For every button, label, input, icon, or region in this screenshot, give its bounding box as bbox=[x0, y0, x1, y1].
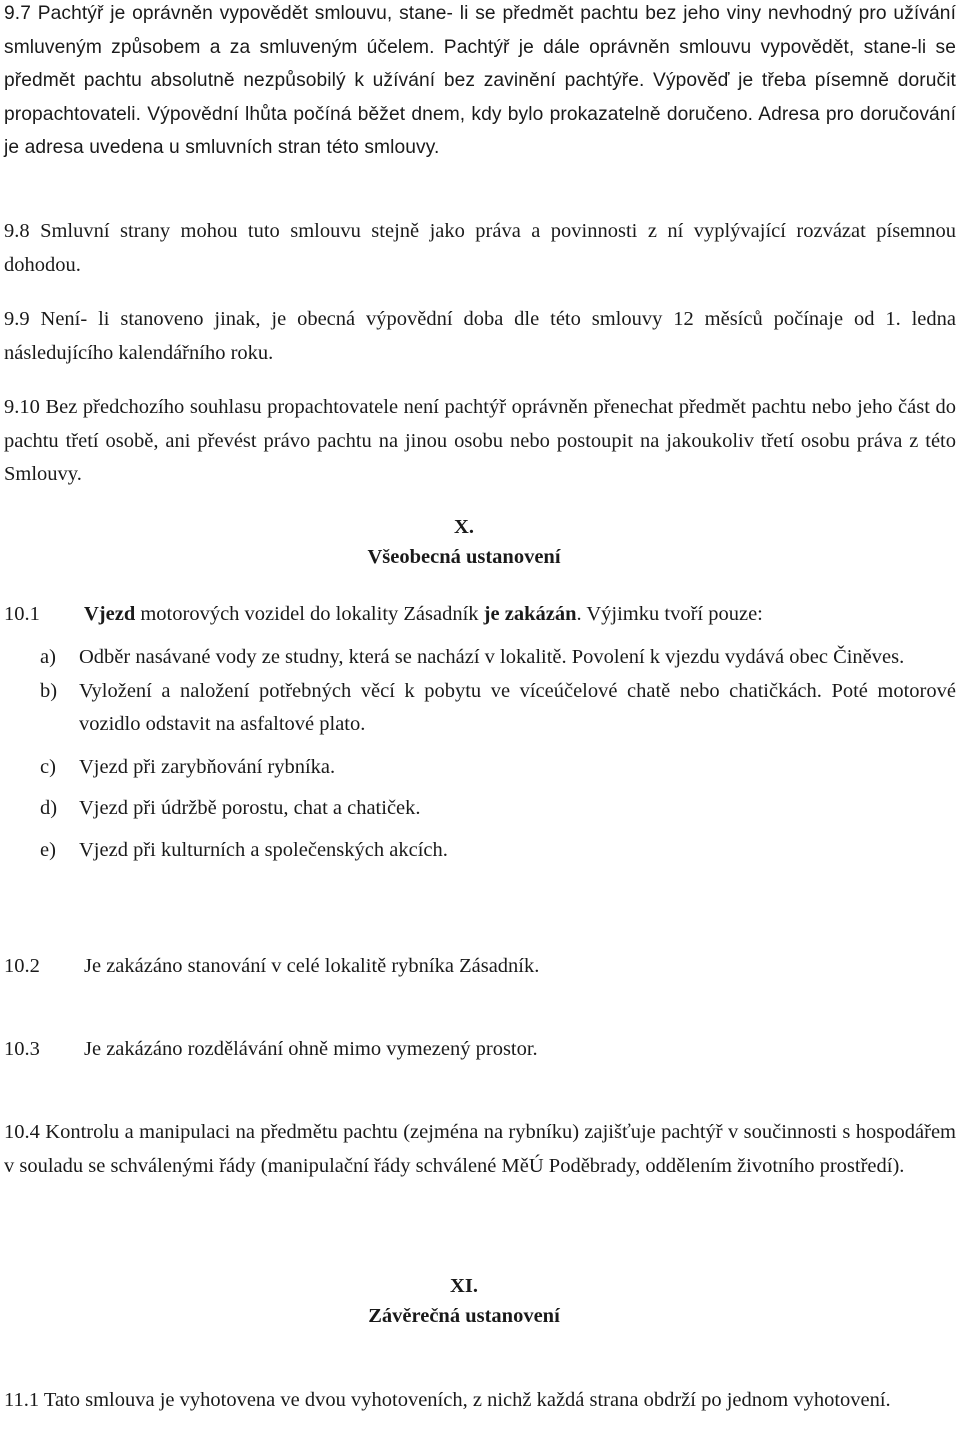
paragraph-9-7: 9.7 Pachtýř je oprávněn vypovědět smlouvu, stane- li se předmět pachtu bez jeho viny nevhodný pro užívání smluveným způsobem a za smluveným účelem. Pachtýř je dále oprávněn smlouvu vypovědět, stane-li se předmět pachtu absolutně nezpůsobilý k užívání bez zavinění pachtýře. Výpověď je třeba písemně doručit propachtovateli. Výpovědní lhůta počíná běžet dnem, kdy bylo prokazatelně doručeno. Adresa pro doručování je adresa uvedena u smluvních stran této smlouvy. bbox=[4, 3, 956, 158]
paragraph-9-9: 9.9 Není- li stanoveno jinak, je obecná výpovědní doba dle této smlouvy 12 měsíců počínaje od 1. ledna následujícího kalendářního roku. bbox=[4, 308, 956, 364]
list-item bbox=[4, 675, 956, 742]
paragraph-9-8: 9.8 Smluvní strany mohou tuto smlouvu stejně jako práva a povinnosti z ní vyplývající rozvázat písemnou dohodou. bbox=[4, 220, 956, 276]
list-item-letter: e) bbox=[40, 838, 56, 861]
paragraph-10-1-number: 10.1 bbox=[4, 603, 40, 625]
paragraph-10-1-tail: . Výjimku tvoří pouze: bbox=[576, 603, 763, 625]
paragraph-10-3 bbox=[4, 1033, 956, 1067]
list-item bbox=[4, 751, 956, 785]
list-item-text: Vjezd při zarybňování rybníka. bbox=[79, 755, 336, 778]
paragraph-10-4: 10.4 Kontrolu a manipulaci na předmětu pachtu (zejména na rybníku) zajišťuje pachtýř v součinnosti s hospodářem v souladu se schválenými řády (manipulační řády schválené MěÚ Poděbrady, oddělením životního prostředí). bbox=[4, 1121, 956, 1177]
list-item bbox=[4, 792, 956, 826]
paragraph-11-1: 11.1 Tato smlouva je vyhotovena ve dvou vyhotoveních, z nichž každá strana obdrží po jednom vyhotovení. bbox=[4, 1389, 891, 1411]
list-item-letter: d) bbox=[40, 797, 58, 819]
chapter-xi-title: Závěrečná ustanovení bbox=[368, 1305, 560, 1327]
paragraph-10-2-number: 10.2 bbox=[4, 955, 40, 977]
list-item-text: Odběr nasávané vody ze studny, která se nachází v lokalitě. Povolení k vjezdu vydává obec Činěves. bbox=[79, 646, 905, 668]
list-item-letter: c) bbox=[40, 755, 56, 778]
list-item-text: Vjezd při kulturních a společenských akcích. bbox=[79, 838, 448, 861]
chapter-x-number: X. bbox=[454, 516, 474, 538]
paragraph-10-1-mid: motorových vozidel do lokality Zásadník bbox=[135, 603, 484, 625]
paragraph-9-10: 9.10 Bez předchozího souhlasu propachtovatele není pachtýř oprávněn přenechat předmět pachtu nebo jeho část do pachtu třetí osobě, ani převést právo pachtu na jinou osobu nebo postoupit na jakoukoliv třetí osobu práva z této Smlouvy. bbox=[4, 396, 956, 485]
paragraph-10-1-bold-vjezd: Vjezd bbox=[84, 603, 136, 625]
list-item bbox=[4, 834, 956, 868]
list-item-text: Vjezd při údržbě porostu, chat a chatiček. bbox=[79, 797, 421, 819]
paragraph-10-1-bold-zakazan: je zakázán bbox=[483, 603, 577, 625]
paragraph-10-1 bbox=[4, 598, 956, 632]
chapter-x-title: Všeobecná ustanovení bbox=[367, 546, 561, 568]
paragraph-10-3-text: Je zakázáno rozdělávání ohně mimo vymezený prostor. bbox=[84, 1038, 538, 1060]
chapter-xi-number: XI. bbox=[450, 1275, 478, 1297]
paragraph-10-2-text: Je zakázáno stanování v celé lokalitě rybníka Zásadník. bbox=[84, 955, 540, 977]
list-item bbox=[4, 641, 956, 675]
list-item-text: Vyložení a naložení potřebných věcí k pobytu ve víceúčelové chatě nebo chatičkách. Poté motorové vozidlo odstavit na asfaltové plato. bbox=[79, 679, 956, 735]
list-item-letter: b) bbox=[40, 679, 58, 702]
paragraph-10-2 bbox=[4, 950, 956, 984]
exceptions-list bbox=[4, 641, 956, 867]
paragraph-10-3-number: 10.3 bbox=[4, 1038, 40, 1060]
list-item-letter: a) bbox=[40, 646, 56, 668]
